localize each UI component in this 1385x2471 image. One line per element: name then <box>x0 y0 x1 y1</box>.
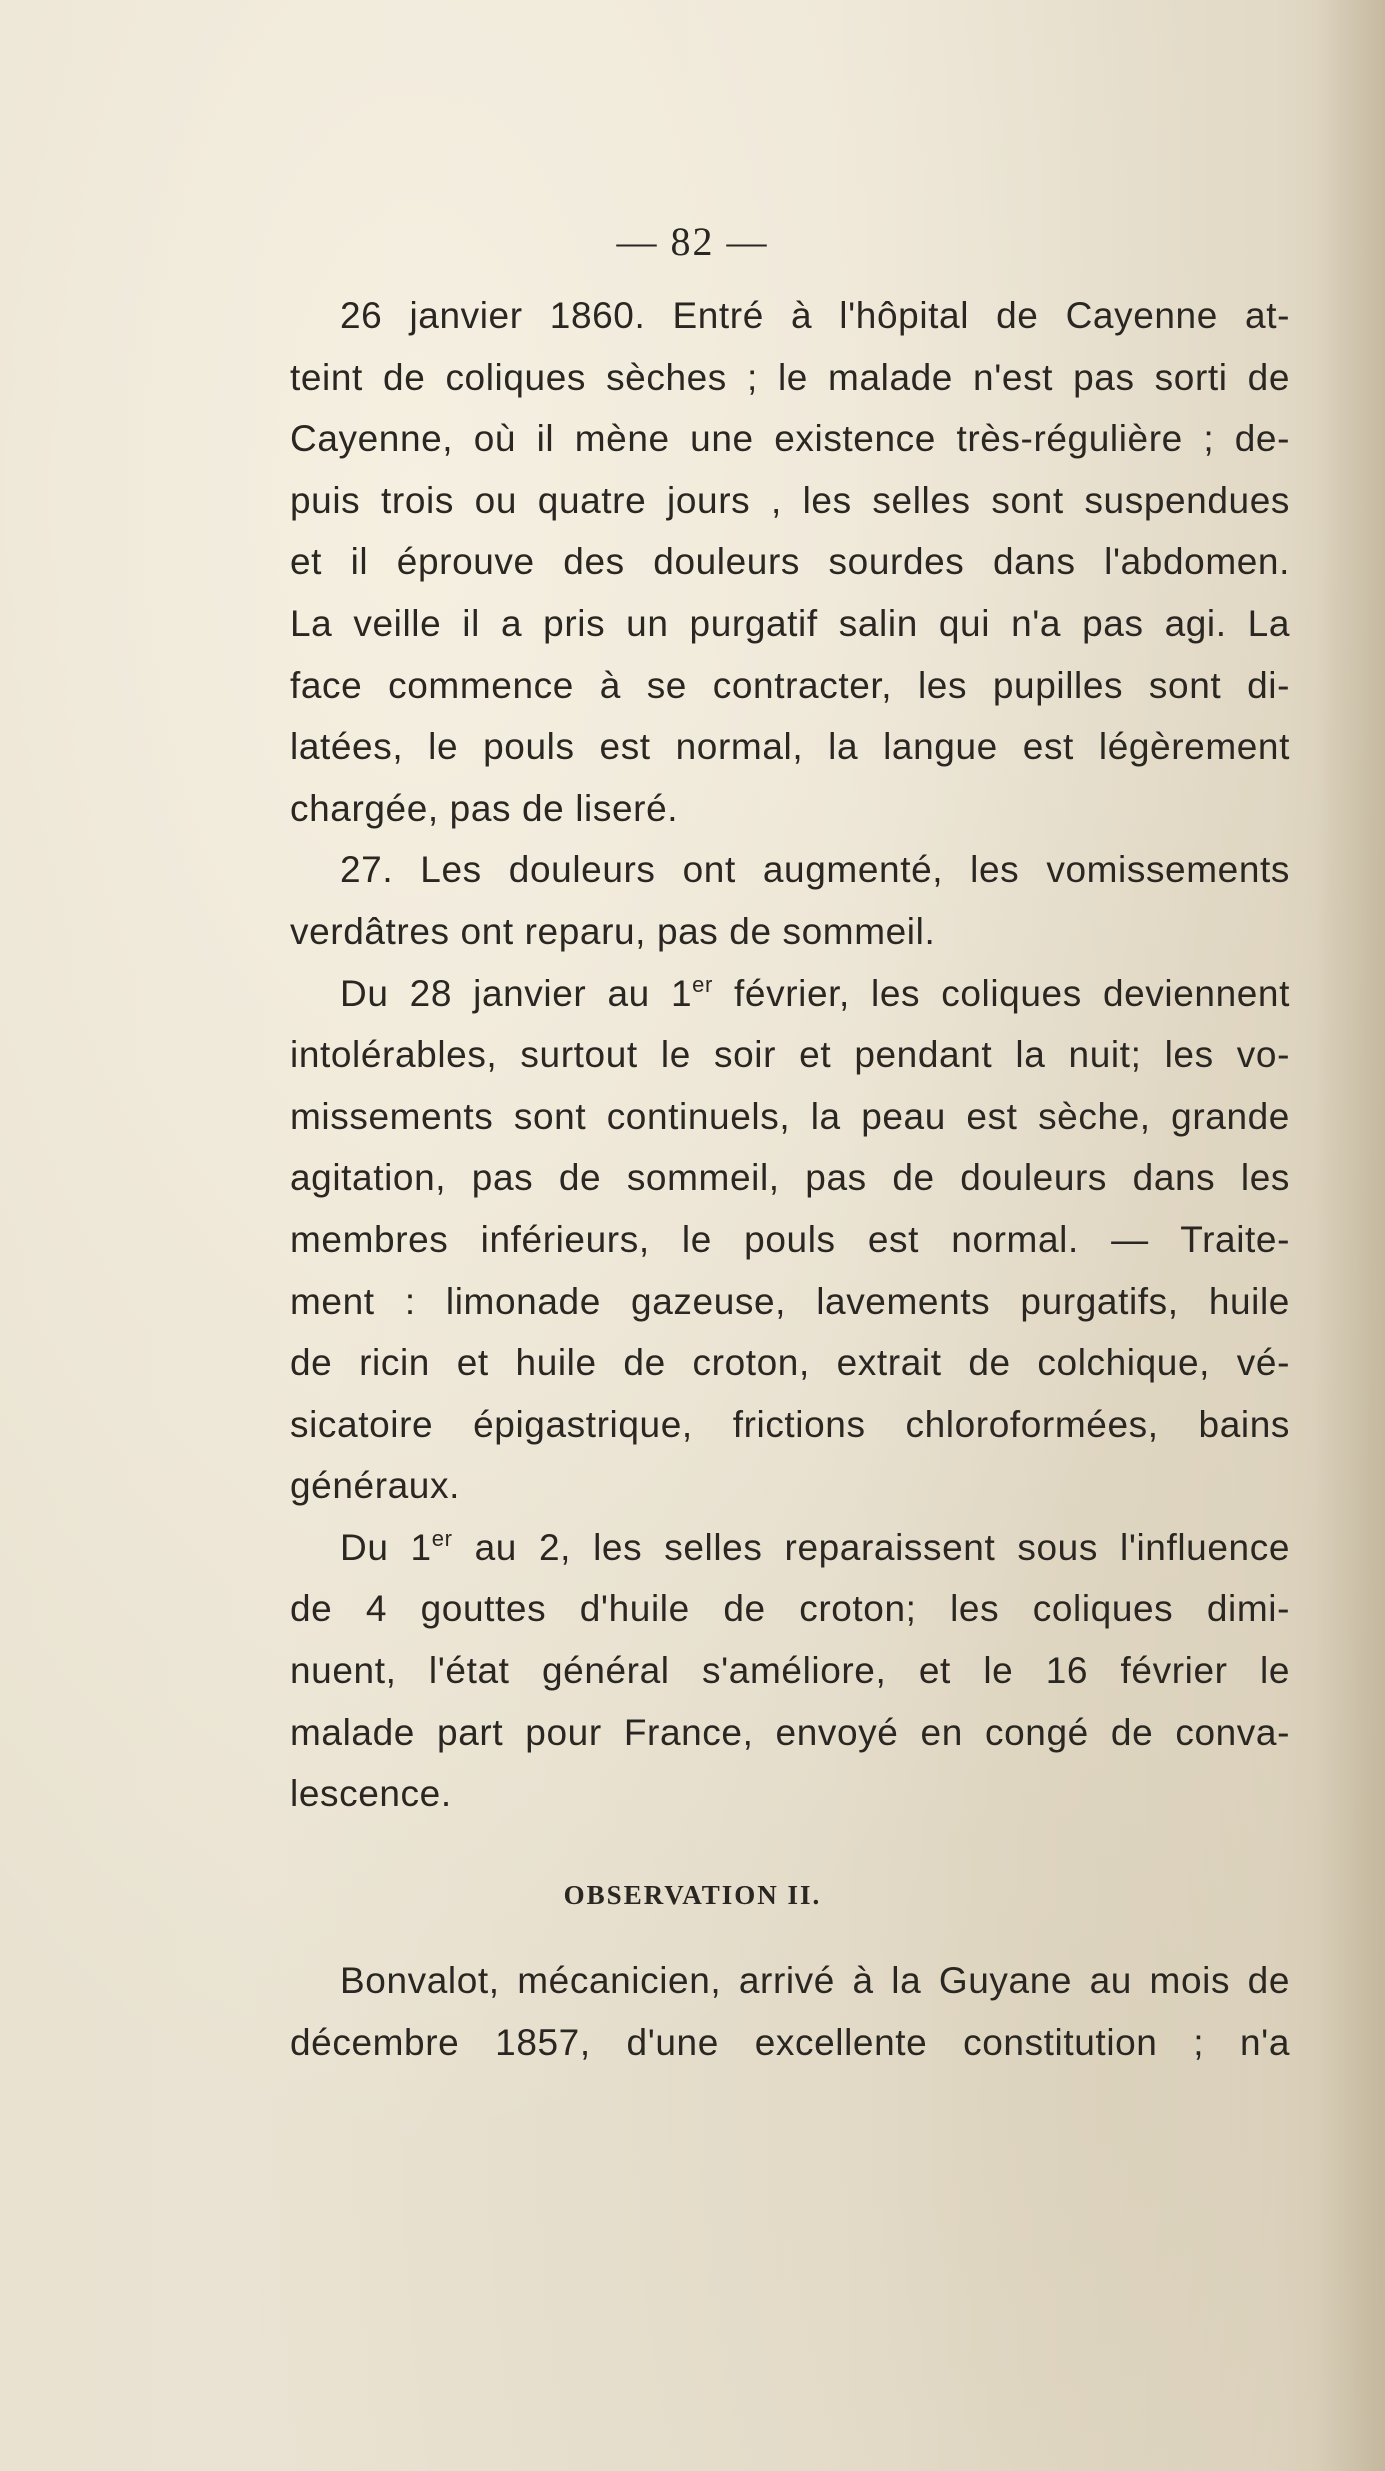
text-line: agitation, pas de sommeil, pas de douleurs dans les <box>290 1157 1290 1199</box>
text-line: malade part pour France, envoyé en congé de conva- <box>290 1711 1290 1753</box>
section-heading: OBSERVATION II. <box>563 1880 822 1910</box>
text-line: lescence. <box>290 1773 452 1815</box>
page-edge-shadow <box>1315 0 1385 2471</box>
body-text-continued <box>290 1950 1290 2073</box>
text-line: Bonvalot, mécanicien, arrivé à la Guyane au mois de <box>340 1960 1290 2001</box>
text-line: sicatoire épigastrique, frictions chloroformées, bains <box>290 1403 1290 1445</box>
text-line: 26 janvier 1860. Entré à l'hôpital de Cayenne at- <box>340 295 1290 336</box>
text-line: Cayenne, où il mène une existence très-régulière ; de- <box>290 418 1290 460</box>
text-line: puis trois ou quatre jours , les selles sont suspendues <box>290 479 1290 521</box>
text-line: et il éprouve des douleurs sourdes dans l'abdomen. <box>290 541 1290 583</box>
text-line: ment : limonade gazeuse, lavements purgatifs, huile <box>290 1280 1290 1322</box>
text-line: intolérables, surtout le soir et pendant la nuit; les vo- <box>290 1034 1290 1076</box>
text-line: teint de coliques sèches ; le malade n'est pas sorti de <box>290 356 1290 398</box>
text-line: verdâtres ont reparu, pas de sommeil. <box>290 910 936 952</box>
page-number: — 82 — <box>616 219 769 264</box>
text-line: chargée, pas de liseré. <box>290 787 679 829</box>
text-line: décembre 1857, d'une excellente constitution ; n'a <box>290 2021 1290 2063</box>
text-line: généraux. <box>290 1465 460 1507</box>
text-line: Du 28 janvier au 1er février, les coliques deviennent <box>340 971 1290 1014</box>
text-line: face commence à se contracter, les pupilles sont di- <box>290 664 1290 706</box>
text-line: missements sont continuels, la peau est sèche, grande <box>290 1095 1290 1137</box>
text-line: La veille il a pris un purgatif salin qui n'a pas agi. La <box>290 602 1290 644</box>
text-line: nuent, l'état général s'améliore, et le 16 février le <box>290 1650 1290 1692</box>
text-line: de 4 gouttes d'huile de croton; les coliques dimi- <box>290 1588 1290 1630</box>
text-line: membres inférieurs, le pouls est normal. — Traite- <box>290 1218 1290 1260</box>
text-line: de ricin et huile de croton, extrait de colchique, vé- <box>290 1342 1290 1384</box>
text-line: Du 1er au 2, les selles reparaissent sous l'influence <box>340 1525 1290 1568</box>
body-text <box>290 285 1290 1825</box>
text-line: latées, le pouls est normal, la langue est légèrement <box>290 726 1290 768</box>
text-line: 27. Les douleurs ont augmenté, les vomissements <box>340 849 1290 891</box>
